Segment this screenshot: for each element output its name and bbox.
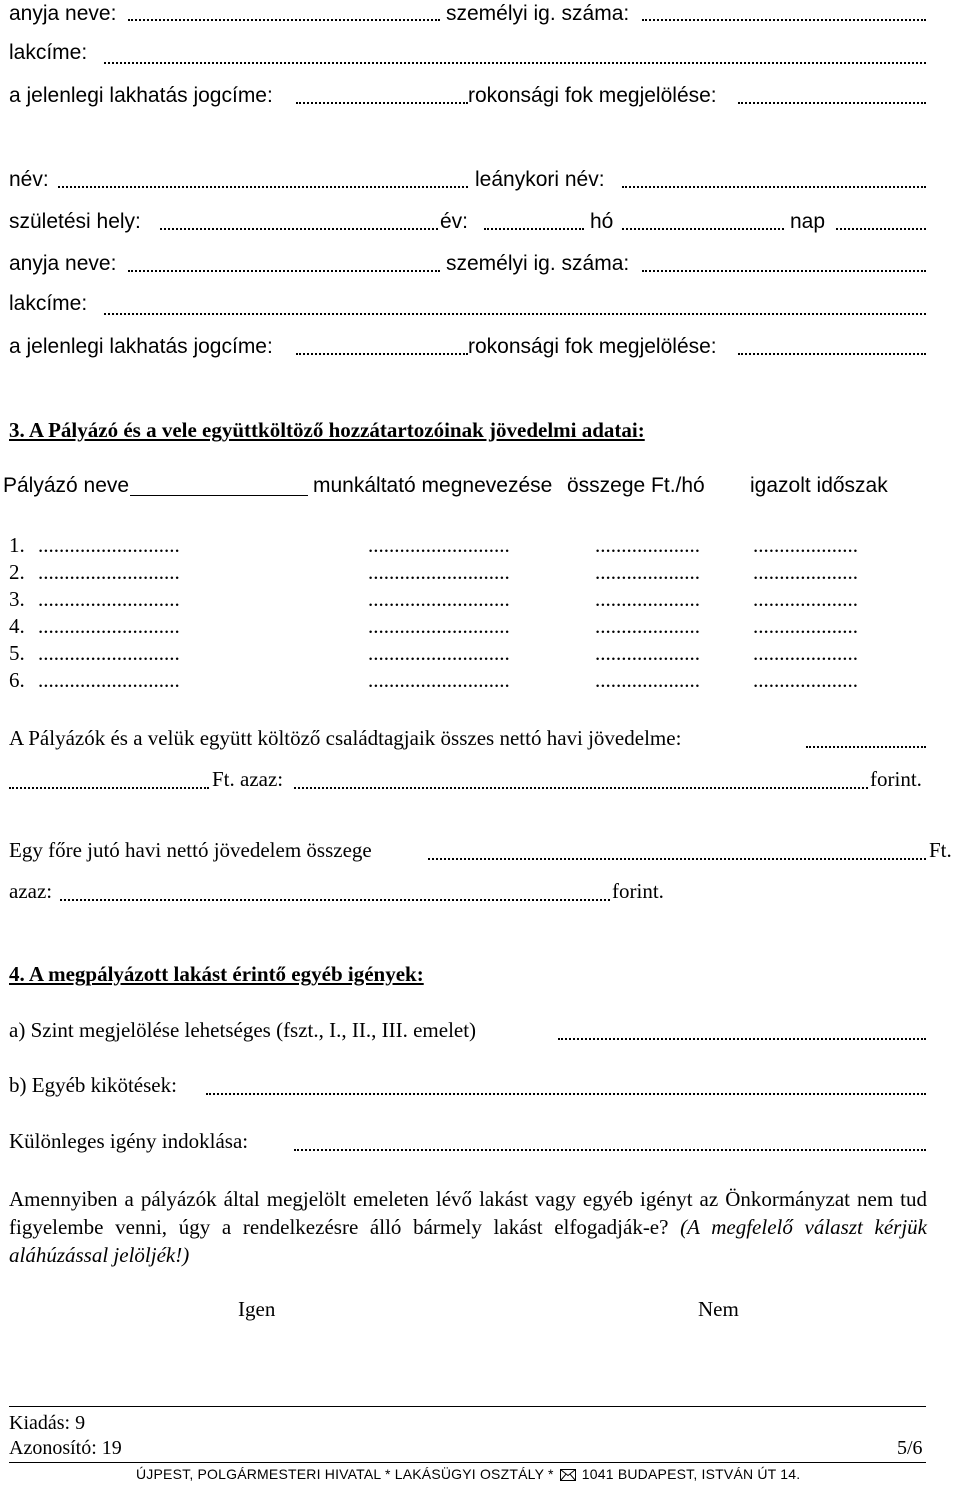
month-field[interactable] bbox=[622, 228, 784, 230]
azaz-label: azaz: bbox=[9, 879, 53, 903]
period-cell[interactable]: .................... bbox=[753, 668, 858, 692]
applicant-name-cell[interactable]: ........................... bbox=[38, 641, 180, 665]
column-header-period: igazolt időszak bbox=[750, 474, 888, 497]
amount-cell[interactable]: .................... bbox=[595, 533, 700, 557]
no-option[interactable]: Nem bbox=[698, 1297, 739, 1321]
footer-address bbox=[136, 1466, 800, 1484]
other-conditions-field[interactable] bbox=[206, 1093, 926, 1095]
row-number: 1. bbox=[9, 533, 25, 557]
mother-name-field[interactable] bbox=[128, 19, 440, 21]
total-income-amount-field[interactable] bbox=[9, 787, 209, 789]
relation-label-2: rokonsági fok megjelölése: bbox=[468, 335, 717, 358]
applicant-name-cell[interactable]: ........................... bbox=[38, 614, 180, 638]
per-capita-words-field[interactable] bbox=[60, 899, 610, 901]
period-cell[interactable]: .................... bbox=[753, 587, 858, 611]
identifier-label: Azonosító: 19 bbox=[9, 1437, 122, 1459]
floor-preference-label: a) Szint megjelölése lehetséges (fszt., I., II., III. emelet) bbox=[9, 1018, 477, 1042]
envelope-icon bbox=[560, 1468, 576, 1484]
id-number-field-2[interactable] bbox=[642, 270, 926, 272]
acceptance-instruction: (A megfelelő választ kérjük aláhúzással jelöljék!) bbox=[9, 1215, 927, 1267]
address-field-2[interactable] bbox=[104, 313, 926, 315]
footer-address-start: ÚJPEST, POLGÁRMESTERI HIVATAL * LAKÁSÜGYI OSZTÁLY * bbox=[136, 1466, 554, 1482]
forint-label-2: forint. bbox=[612, 879, 664, 903]
mother-name-label-2: anyja neve: bbox=[9, 252, 117, 275]
row-number: 5. bbox=[9, 641, 25, 665]
address-field[interactable] bbox=[104, 62, 926, 64]
mother-name-label: anyja neve: bbox=[9, 2, 117, 25]
employer-cell[interactable]: ........................... bbox=[368, 668, 510, 692]
name-label: név: bbox=[9, 168, 49, 191]
relation-field[interactable] bbox=[738, 102, 926, 104]
birthplace-label: születési hely: bbox=[9, 210, 141, 233]
section-3-heading: 3. A Pályázó és a vele együttköltöző hozzátartozóinak jövedelmi adatai: bbox=[9, 418, 645, 442]
employer-cell[interactable]: ........................... bbox=[368, 533, 510, 557]
special-request-field[interactable] bbox=[294, 1149, 926, 1151]
employer-cell[interactable]: ........................... bbox=[368, 614, 510, 638]
year-field[interactable] bbox=[484, 228, 584, 230]
applicant-name-cell[interactable]: ........................... bbox=[38, 533, 180, 557]
amount-cell[interactable]: .................... bbox=[595, 614, 700, 638]
amount-cell[interactable]: .................... bbox=[595, 560, 700, 584]
column-header-divider bbox=[130, 495, 308, 496]
id-number-label: személyi ig. száma: bbox=[446, 2, 630, 25]
period-cell[interactable]: .................... bbox=[753, 641, 858, 665]
row-number: 4. bbox=[9, 614, 25, 638]
housing-title-field-2[interactable] bbox=[296, 353, 468, 355]
per-capita-label: Egy főre jutó havi nettó jövedelem összege bbox=[9, 838, 372, 862]
total-income-label: A Pályázók és a velük együtt költöző családtagjaik összes nettó havi jövedelme: bbox=[9, 726, 682, 750]
housing-title-field[interactable] bbox=[296, 102, 468, 104]
section-4-heading: 4. A megpályázott lakást érintő egyéb igények: bbox=[9, 962, 424, 986]
relation-label: rokonsági fok megjelölése: bbox=[468, 84, 717, 107]
column-header-amount: összege Ft./hó bbox=[567, 474, 705, 497]
amount-cell[interactable]: .................... bbox=[595, 641, 700, 665]
address-label: lakcíme: bbox=[9, 41, 88, 64]
employer-cell[interactable]: ........................... bbox=[368, 587, 510, 611]
period-cell[interactable]: .................... bbox=[753, 533, 858, 557]
maiden-name-field[interactable] bbox=[622, 186, 926, 188]
total-income-field[interactable] bbox=[806, 746, 926, 748]
name-field[interactable] bbox=[58, 186, 468, 188]
id-number-label-2: személyi ig. száma: bbox=[446, 252, 630, 275]
floor-preference-field[interactable] bbox=[558, 1038, 926, 1040]
acceptance-question: Amennyiben a pályázók által megjelölt emeleten lévő lakást vagy egyéb igényt az Önkormányzat nem tud figyelembe venni, úgy a rendelkezésre álló bármely lakást elfogadják-e? bbox=[9, 1187, 927, 1239]
month-label: hó bbox=[590, 210, 614, 233]
maiden-name-label: leánykori név: bbox=[475, 168, 605, 191]
ft-azaz-label: Ft. azaz: bbox=[212, 767, 284, 791]
forint-label: forint. bbox=[870, 767, 922, 791]
amount-cell[interactable]: .................... bbox=[595, 587, 700, 611]
id-number-field[interactable] bbox=[642, 19, 926, 21]
year-label: év: bbox=[440, 210, 469, 233]
column-header-employer: munkáltató megnevezése bbox=[313, 474, 553, 497]
mother-name-field-2[interactable] bbox=[128, 270, 440, 272]
applicant-name-cell[interactable]: ........................... bbox=[38, 668, 180, 692]
housing-title-label-2: a jelenlegi lakhatás jogcíme: bbox=[9, 335, 273, 358]
housing-title-label: a jelenlegi lakhatás jogcíme: bbox=[9, 84, 273, 107]
acceptance-paragraph bbox=[9, 1185, 927, 1269]
yes-option[interactable]: Igen bbox=[238, 1297, 276, 1321]
employer-cell[interactable]: ........................... bbox=[368, 560, 510, 584]
footer-divider-2 bbox=[9, 1462, 926, 1463]
ft-label: Ft. bbox=[929, 838, 952, 862]
footer-address-end: 1041 BUDAPEST, ISTVÁN ÚT 14. bbox=[581, 1466, 801, 1482]
applicant-name-cell[interactable]: ........................... bbox=[38, 560, 180, 584]
address-label-2: lakcíme: bbox=[9, 292, 88, 315]
period-cell[interactable]: .................... bbox=[753, 614, 858, 638]
relation-field-2[interactable] bbox=[738, 353, 926, 355]
row-number: 6. bbox=[9, 668, 25, 692]
column-header-applicant: Pályázó neve bbox=[3, 474, 130, 497]
day-label: nap bbox=[790, 210, 826, 233]
footer-divider bbox=[9, 1406, 926, 1407]
special-request-label: Különleges igény indoklása: bbox=[9, 1129, 249, 1153]
period-cell[interactable]: .................... bbox=[753, 560, 858, 584]
day-field[interactable] bbox=[836, 228, 926, 230]
page-number: 5/6 bbox=[897, 1437, 923, 1459]
total-income-words-field[interactable] bbox=[294, 787, 868, 789]
employer-cell[interactable]: ........................... bbox=[368, 641, 510, 665]
edition-label: Kiadás: 9 bbox=[9, 1412, 86, 1434]
per-capita-field[interactable] bbox=[428, 858, 926, 860]
other-conditions-label: b) Egyéb kikötések: bbox=[9, 1073, 177, 1097]
amount-cell[interactable]: .................... bbox=[595, 668, 700, 692]
birthplace-field[interactable] bbox=[160, 228, 438, 230]
row-number: 2. bbox=[9, 560, 25, 584]
row-number: 3. bbox=[9, 587, 25, 611]
applicant-name-cell[interactable]: ........................... bbox=[38, 587, 180, 611]
